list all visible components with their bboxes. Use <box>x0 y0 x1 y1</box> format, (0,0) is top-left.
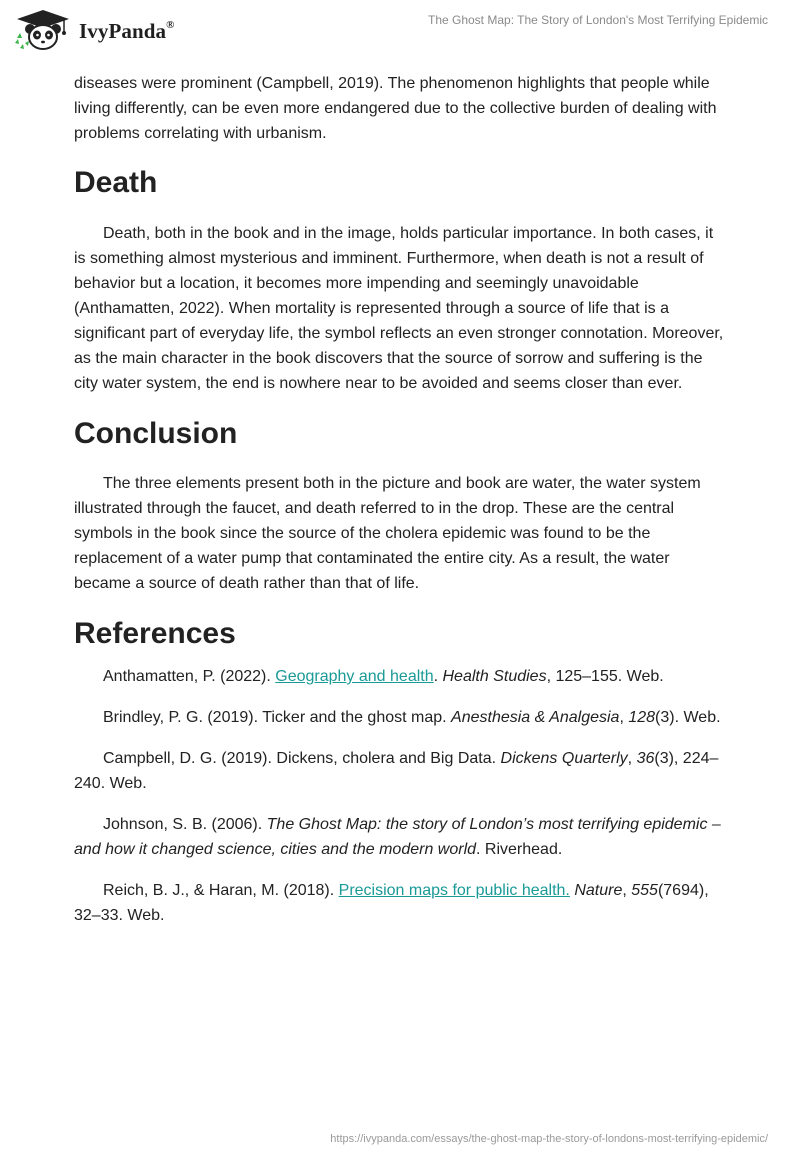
heading-references: References <box>74 617 236 650</box>
page-header <box>0 0 800 64</box>
heading-death: Death <box>74 166 158 199</box>
reference-link-precision-maps[interactable]: Precision maps for public health. <box>338 882 570 899</box>
reference-item: Johnson, S. B. (2006). The Ghost Map: the story of London’s most terrifying epidemic – and how it changed science, cities and the modern world. Riverhead. <box>74 816 721 858</box>
reference-item: Campbell, D. G. (2019). Dickens, cholera and Big Data. Dickens Quarterly, 36(3), 224–240. Web. <box>74 750 719 792</box>
essay-content <box>74 71 724 944</box>
ivypanda-logo[interactable] <box>14 8 175 52</box>
heading-conclusion: Conclusion <box>74 417 238 450</box>
reference-item: Anthamatten, P. (2022). Geography and health. Health Studies, 125–155. Web. <box>103 668 664 685</box>
source-url[interactable]: https://ivypanda.com/essays/the-ghost-map-the-story-of-londons-most-terrifying-epidemic/ <box>330 1133 768 1145</box>
document-title: The Ghost Map: The Story of London's Most Terrifying Epidemic <box>427 13 768 27</box>
conclusion-paragraph: The three elements present both in the picture and book are water, the water system illustrated through the faucet, and death referred to in the drop. These are the central symbols in the book since the source of the cholera epidemic was found to be the replacement of a water pump that contaminated the entire city. As a result, the water became a source of death rather than that of life. <box>74 475 701 592</box>
reference-item: Reich, B. J., & Haran, M. (2018). Precision maps for public health. Nature, 555(7694), 32–33. Web. <box>74 882 709 924</box>
death-paragraph: Death, both in the book and in the image, holds particular importance. In both cases, it is something almost mysterious and imminent. Furthermore, when death is not a result of behavior but a location, it becomes more impending and seemingly unavoidable (Anthamatten, 2022). When mortality is represented through a source of life that is a significant part of everyday life, the symbol reflects an even stronger connotation. Moreover, as the main character in the book discovers that the source of sorrow and suffering is the city water system, the end is nowhere near to be avoided and seems closer than ever. <box>74 225 724 392</box>
reference-link-geography-and-health[interactable]: Geography and health <box>275 668 434 685</box>
intro-paragraph: diseases were prominent (Campbell, 2019). The phenomenon highlights that people while living differently, can be even more endangered due to the collective burden of dealing with problems correlating with urbanism. <box>74 75 717 142</box>
reference-item: Brindley, P. G. (2019). Ticker and the ghost map. Anesthesia & Analgesia, 128(3). Web. <box>103 709 721 726</box>
panda-graduate-icon <box>14 8 72 52</box>
brand-name: IvyPanda® <box>79 18 175 43</box>
